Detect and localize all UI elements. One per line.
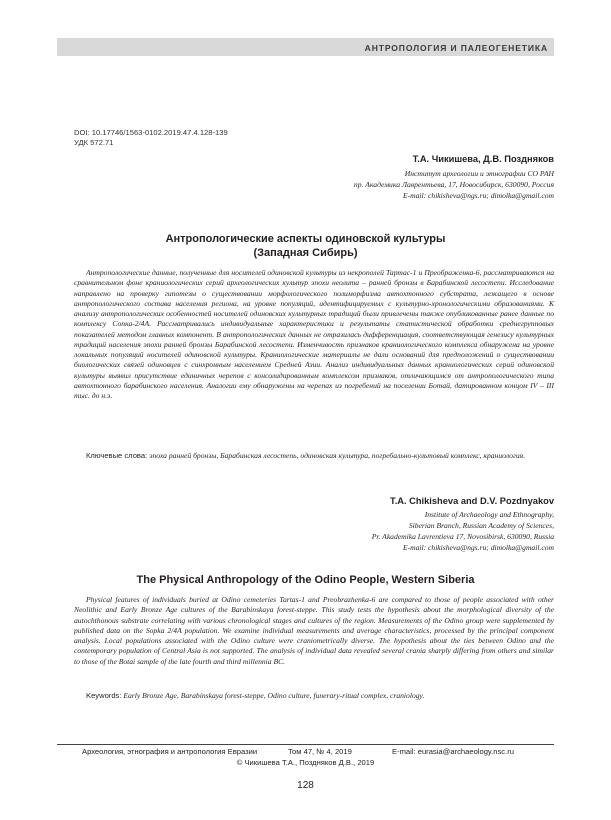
title-ru [57,232,554,260]
affiliation-line: E-mail: chikisheva@ngs.ru; dimolka@gmail.com [402,543,554,552]
page-number: 128 [297,780,314,791]
affiliation-line: E-mail: chikisheva@ngs.ru; dimolka@gmail.com [402,191,554,200]
affiliation-line: Институт археологии и этнографии СО РАН [404,169,554,178]
keywords-label: Keywords: [86,691,122,700]
udk: УДК 572.71 [74,138,114,147]
title-en: The Physical Anthropology of the Odino People, Western Siberia [136,574,475,586]
footer-email: E-mail: eurasia@archaeology.nsc.ru [392,747,514,756]
affiliation-ru [114,168,554,201]
affiliation-line: Institute of Archaeology and Ethnography, [424,510,554,519]
section-header [57,38,554,56]
footer-journal: Археология, этнография и антропология Евразии [82,747,258,756]
abstract-en: Physical features of individuals buried at Odino cemeteries Tartas-1 and Preobrazhenka-6 are compared to those of people associated with other Neolithic and Early Bronze Age cultures of the Barabinskaya forest-steppe. This study tests the hypothesis about the morphological diversity of the autochthonous substrate correlating with various chronological stages and cultures of the region. Measurements of the Odino group were supplemented by published data on the Sopka 2/4A population. We examine individual measurements and average characteristics, processed by the principal component analysis. Local populations associated with the Odino culture were craniometrically diverse. The hypothesis about the ties between Odino and the contemporary population of Central Asia is not supported. The analysis of individual data revealed several crania sharply differing from others and similar to those of the Botai sample of the late fourth and third millennia BC. [74,595,554,666]
affiliation-line: Siberian Branch, Russian Academy of Sciences, [408,521,554,530]
authors-ru: Т.А. Чикишева, Д.В. Поздняков [412,154,554,164]
affiliation-en [114,509,554,553]
keywords-text: эпоха ранней бронзы, Барабинская лесостепь, одиновская культура, погребально-культовый комплекс, краниология. [149,451,526,460]
affiliation-line: Pr. Akademika Lavrentieva 17, Novosibirsk, 630090, Russia [371,532,554,541]
footer-divider [57,744,554,745]
section-title: АНТРОПОЛОГИЯ И ПАЛЕОГЕНЕТИКА [364,43,548,53]
affiliation-line: пр. Академика Лаврентьева, 17, Новосибирск, 630090, Россия [353,180,554,189]
keywords-ru [74,451,554,461]
keywords-en [74,691,554,701]
footer-volume: Том 47, № 4, 2019 [288,747,352,756]
doi: DOI: 10.17746/1563-0102.2019.47.4.128-139 [74,128,228,137]
authors-en: T.A. Chikisheva and D.V. Pozdnyakov [390,496,554,506]
title-ru-line: (Западная Сибирь) [253,247,358,259]
title-ru-line: Антропологические аспекты одиновской культуры [165,233,446,245]
footer-copyright: © Чикишева Т.А., Поздняков Д.В., 2019 [236,758,375,767]
abstract-ru: Антропологические данные, полученные для носителей одиновской культуры из некрополей Тартас-1 и Преображенка-6, рассматриваются на сравнительном фоне краниологических серий археологических культур эпохи неолита – ранней бронзы в Барабинской лесостепи. Исследование направлено на проверку гипотезы о существовании морфологического полиморфизма автохтонного субстрата, лежащего в основе антропологического состава населения региона, на уровне популяций, идентифицируемых с культурно-хронологическими образованиями. К анализу антропологических особенностей носителей одиновских культурных традиций были привлечены также опубликованные ранее данные по комплексу Сопка-2/4А. Рассматривались индивидуальные характеристики и результаты статистической обработки среднегрупповых показателей методом главных компонент. В антропологических данных не отразилась дифференциация, соответствующая генезису культурных традиций населения эпохи ранней бронзы Барабинской лесостепи. Изменчивость признаков краниологического комплекса обнаружена на уровне локальных популяций носителей одиновской культуры. Краниологические материалы не дали оснований для предположений о существовании биологических связей одиновцев с синхронным населением Средней Азии. Анализ индивидуальных данных краниологических серий одиновской культуры выявил присутствие единичных черепов с консолидированным комплексом признаков, отличающимся от антропологического типа автохтонного барабинского населения. Аналогии ему обнаружены на черепах из погребений на поселении Ботай, датированном концом IV – III тыс. до н.э. [74,268,554,400]
keywords-text: Early Bronze Age, Barabinskaya forest-steppe, Odino culture, funerary-ritual complex, craniology. [123,691,425,700]
keywords-label: Ключевые слова: [86,451,148,460]
